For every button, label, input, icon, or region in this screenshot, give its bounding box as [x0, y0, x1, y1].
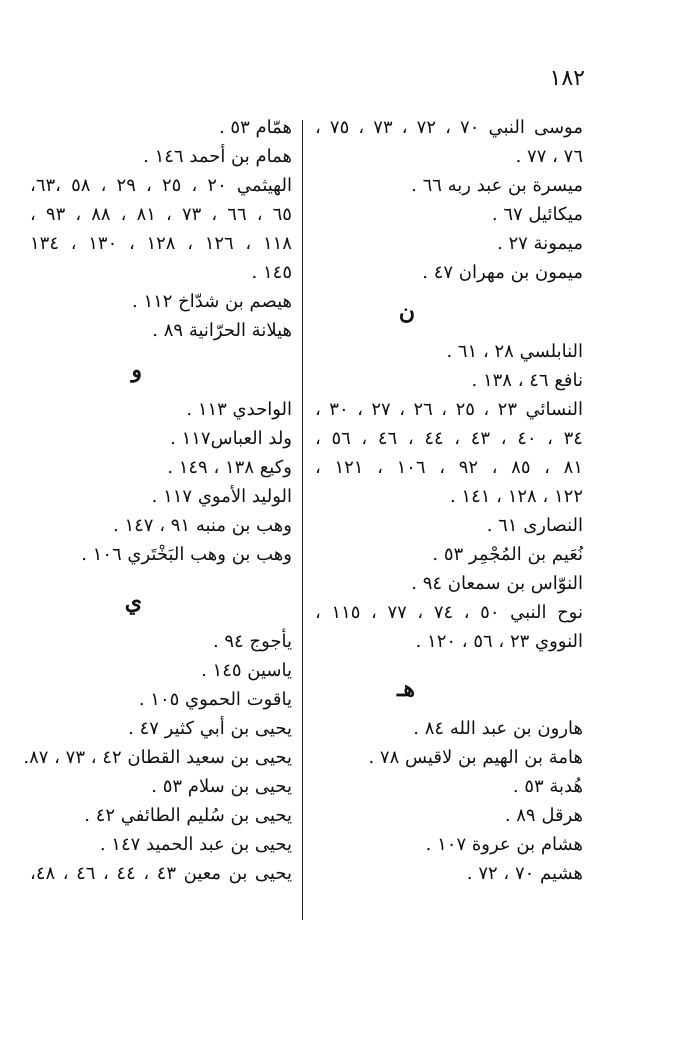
section-spacer — [315, 656, 583, 674]
index-entry: الواحدي ١١٣ . — [186, 399, 292, 420]
index-entry: ميكائيل ٦٧ . — [491, 204, 583, 225]
index-column-left — [23, 113, 292, 888]
index-entry: يحيى بن عبد الحميد ١٤٧ . — [99, 834, 292, 855]
section-spacer — [315, 327, 583, 337]
section-spacer — [30, 569, 292, 587]
index-entry: ١١٨ ، ١٢٦ ، ١٢٨ ، ١٣٠ ، ١٣٤ — [30, 233, 292, 254]
index-entry: نوح النبي ٥٠ ، ٧٤ ، ٧٧ ، ١١٥ ، — [315, 602, 583, 623]
index-entry: الوليد الأموي ١١٧ . — [151, 486, 292, 507]
section-spacer — [315, 704, 583, 714]
section-letter-heading: ي — [124, 589, 142, 615]
section-spacer — [30, 385, 292, 395]
index-entry: النابلسي ٢٨ ، ٦١ . — [446, 341, 583, 362]
index-entry: هشام بن عروة ١٠٧ . — [425, 834, 583, 855]
index-entry: هشيم ٧٠ ، ٧٢ . — [466, 863, 583, 884]
index-entry: ٦٥ ، ٦٦ ، ٧٣ ، ٨١ ، ٨٨ ، ٩٣ ، — [30, 204, 292, 225]
index-column-right — [315, 113, 583, 888]
index-entry: نُعَيم بن المُجْمِر ٥٣ . — [432, 544, 583, 565]
section-letter-heading: هـ — [396, 676, 415, 702]
index-entry: النوّاس بن سمعان ٩٤ . — [411, 573, 583, 594]
index-entry: ياقوت الحموي ١٠٥ . — [138, 689, 292, 710]
index-entry: يحيى بن معين ٤٣ ، ٤٤ ، ٤٦ ، ٤٨، — [30, 863, 292, 884]
column-divider — [302, 120, 303, 920]
index-entry: موسى النبي ٧٠ ، ٧٢ ، ٧٣ ، ٧٥ ، — [315, 117, 583, 138]
index-entry: وهب بن منبه ٩١ ، ١٤٧ . — [113, 515, 292, 536]
index-entry: همّام ٥٣ . — [218, 117, 292, 138]
index-entry: يحيى بن سُليم الطائفي ٤٢ . — [84, 805, 292, 826]
index-entry: ٧٦ ، ٧٧ . — [515, 146, 583, 167]
index-entry: هيصم بن شدّاخ ١١٢ . — [131, 291, 292, 312]
index-entry: وهب بن وهب البَخْتَري ١٠٦ . — [81, 544, 292, 565]
index-entry: يحيى بن سلام ٥٣ . — [151, 776, 292, 797]
index-entry: ٨١ ، ٨٥ ، ٩٢ ، ١٠٦ ، ١٢١ ، — [315, 457, 583, 478]
page-number: ١٨٢ — [549, 66, 585, 91]
index-entry: ميمونة ٢٧ . — [497, 233, 583, 254]
index-entry: همام بن أحمد ١٤٦ . — [143, 146, 292, 167]
section-spacer — [315, 287, 583, 297]
index-entry: النسائي ٢٣ ، ٢٥ ، ٢٦ ، ٢٧ ، ٣٠ ، — [315, 399, 583, 420]
index-entry: النصارى ٦١ . — [486, 515, 583, 536]
index-entry: يأجوج ٩٤ . — [212, 631, 292, 652]
index-entry: ١٤٥ . — [251, 262, 292, 283]
index-entry: ولد العباس١١٧ . — [170, 428, 292, 449]
index-entry: ياسين ١٤٥ . — [201, 660, 292, 681]
section-spacer — [30, 345, 292, 355]
section-spacer — [30, 617, 292, 627]
index-entry: ١٢٢ ، ١٢٨ ، ١٤١ . — [449, 486, 583, 507]
section-letter-heading: ن — [398, 299, 415, 325]
index-entry: ميمون بن مهران ٤٧ . — [422, 262, 583, 283]
index-entry: الهيثمي ٢٠ ، ٢٥ ، ٢٩ ، ٥٨ ،٦٣، — [30, 175, 292, 196]
index-entry: وكيع ١٣٨ ، ١٤٩ . — [167, 457, 292, 478]
section-letter-heading: و — [131, 357, 142, 383]
index-entry: نافع ٤٦ ، ١٣٨ . — [471, 370, 583, 391]
index-entry: هُدبة ٥٣ . — [512, 776, 583, 797]
index-entry: ميسرة بن عبد ربه ٦٦ . — [411, 175, 583, 196]
index-entry: هامة بن الهيم بن لاقيس ٧٨ . — [368, 747, 583, 768]
index-entry: يحيى بن سعيد القطان ٤٢ ، ٧٣ ، ٨٧. — [23, 747, 292, 768]
index-entry: هرقل ٨٩ . — [504, 805, 583, 826]
index-entry: يحيى بن أبي كثير ٤٧ . — [128, 718, 292, 739]
index-entry: هارون بن عبد الله ٨٤ . — [413, 718, 583, 739]
index-entry: هيلانة الحرّانية ٨٩ . — [152, 320, 292, 341]
index-entry: ٣٤ ، ٤٠ ، ٤٣ ، ٤٤ ، ٤٦ ، ٥٦ ، — [315, 428, 583, 449]
index-entry: النووي ٢٣ ، ٥٦ ، ١٢٠ . — [415, 631, 583, 652]
